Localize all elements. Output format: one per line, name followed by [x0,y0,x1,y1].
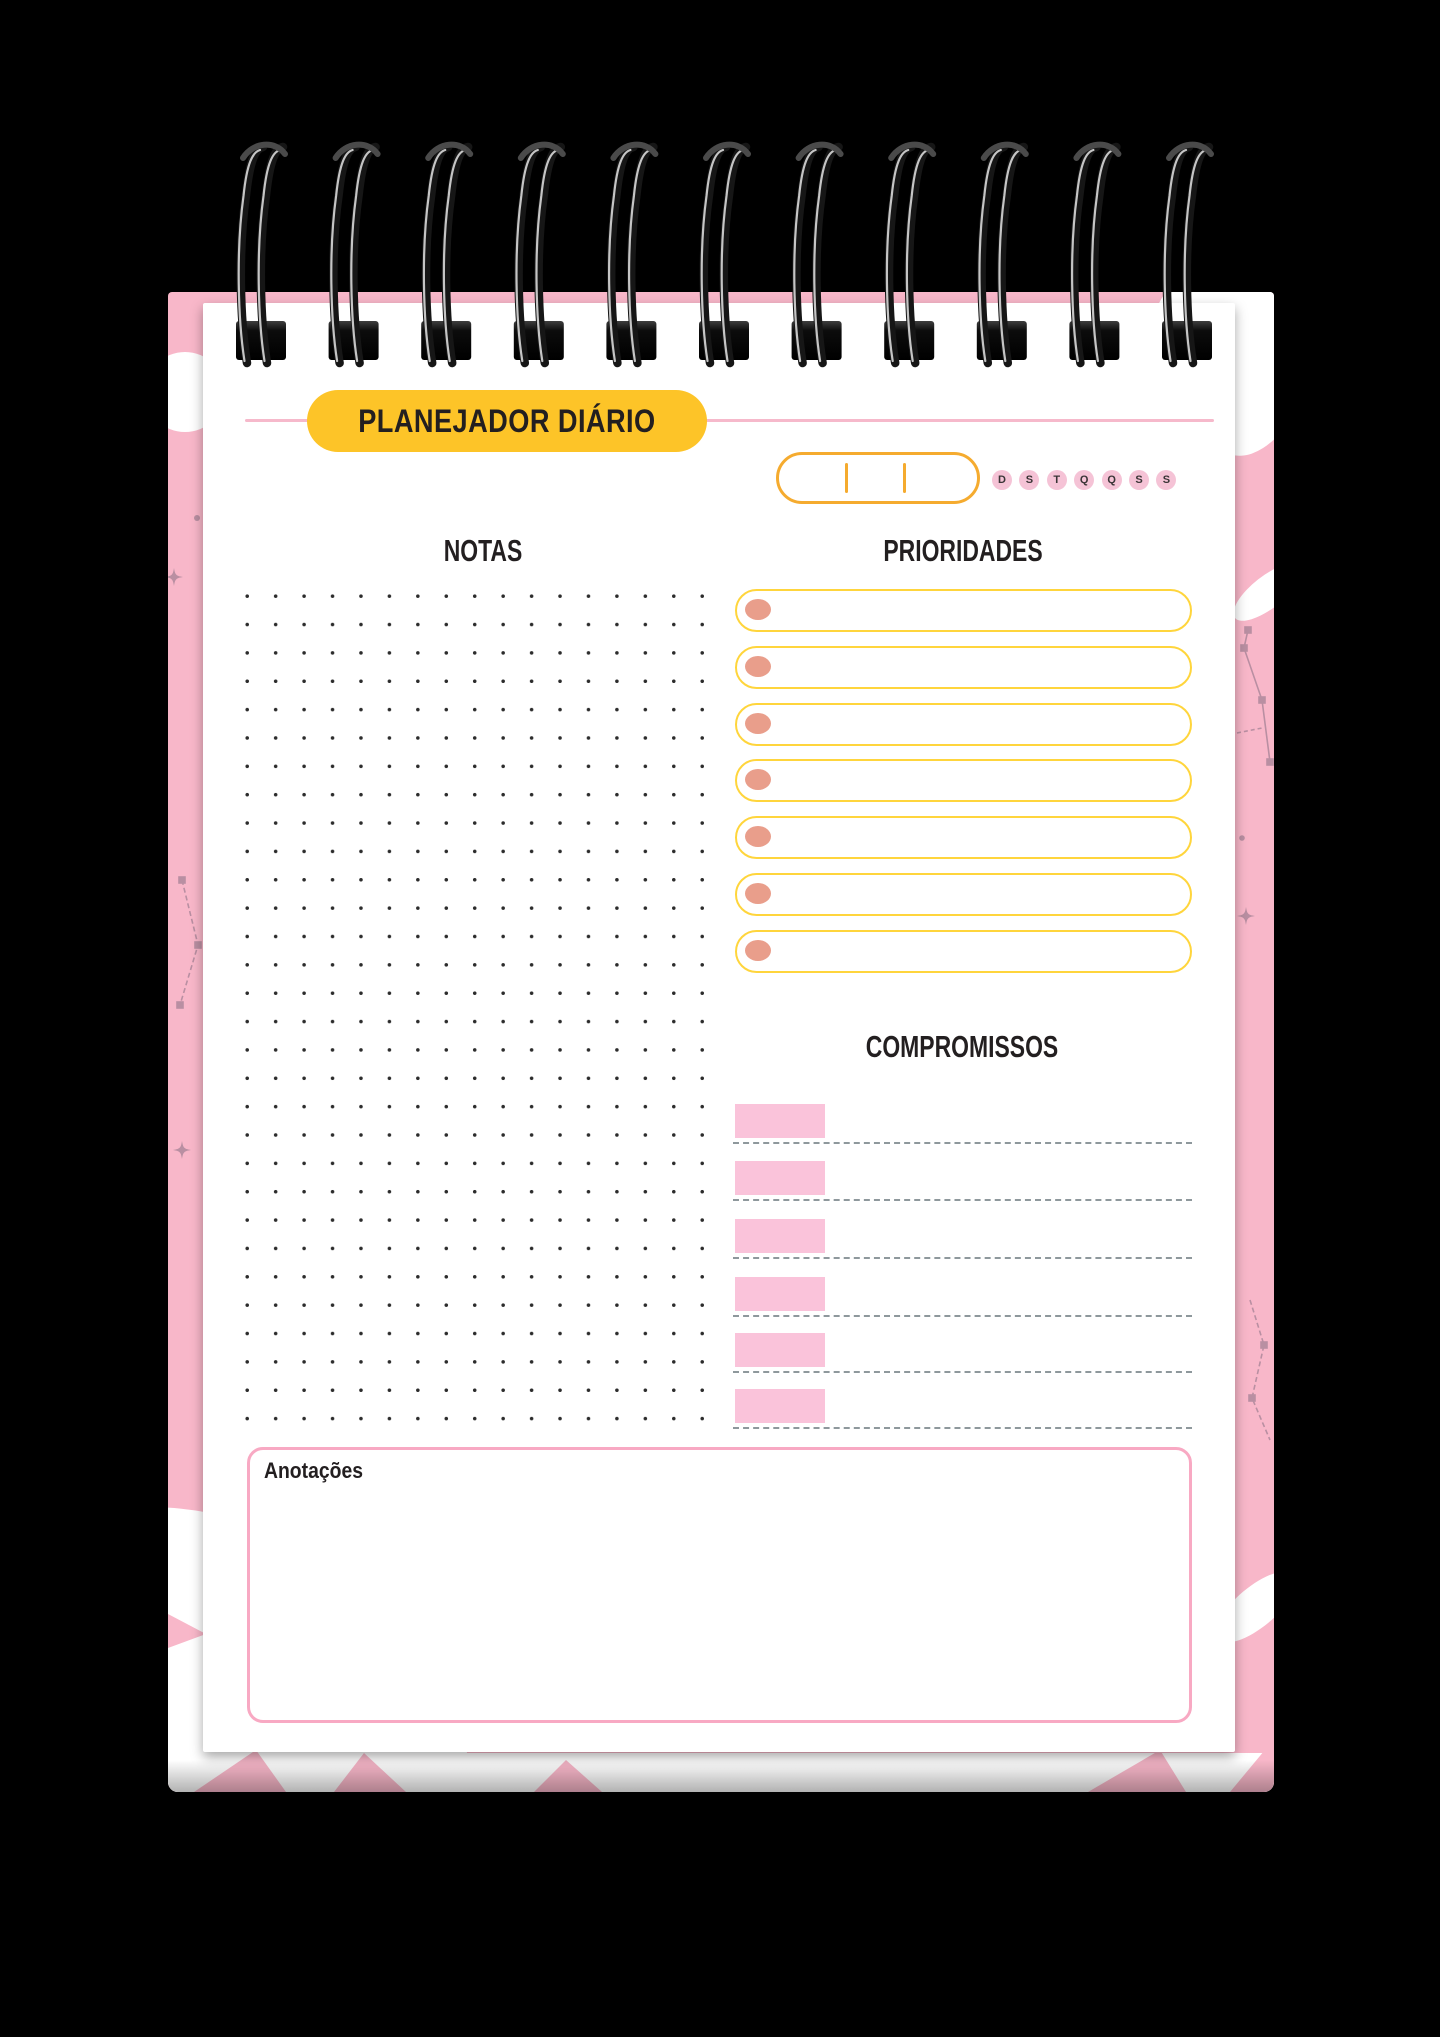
appointment-time-block-5[interactable] [735,1389,825,1423]
priority-bullet [745,656,771,677]
priority-bullet [745,599,771,620]
appointments-heading: COMPROMISSOS [865,1029,1059,1064]
appointment-write-line-2[interactable] [733,1257,1192,1259]
appointment-write-line-1[interactable] [733,1199,1192,1201]
priority-row-3[interactable] [735,759,1192,802]
priority-row-6[interactable] [735,930,1192,973]
priority-bullet [745,826,771,847]
weekday-circle-2[interactable]: T [1047,470,1067,490]
annotations-box[interactable] [247,1447,1192,1723]
appointment-time-block-2[interactable] [735,1219,825,1253]
priorities-heading: PRIORIDADES [883,533,1043,568]
appointment-write-line-5[interactable] [733,1427,1192,1429]
priority-bullet [745,883,771,904]
date-divider [845,463,848,493]
cover-top-edge [168,288,1274,293]
appointment-write-line-4[interactable] [733,1371,1192,1373]
priority-row-0[interactable] [735,589,1192,632]
priority-bullet [745,713,771,734]
weekday-circle-6[interactable]: S [1156,470,1176,490]
appointment-write-line-3[interactable] [733,1315,1192,1317]
date-divider [903,463,906,493]
date-field[interactable] [776,452,980,504]
weekday-circle-3[interactable]: Q [1074,470,1094,490]
notes-dot-grid[interactable] [233,582,717,1433]
priority-row-2[interactable] [735,703,1192,746]
weekday-circle-4[interactable]: Q [1102,470,1122,490]
planner-page [203,303,1235,1752]
appointment-time-block-4[interactable] [735,1333,825,1367]
appointment-time-block-3[interactable] [735,1277,825,1311]
appointment-time-block-1[interactable] [735,1161,825,1195]
priority-bullet [745,769,771,790]
notes-heading: NOTAS [443,533,523,568]
weekday-circle-5[interactable]: S [1129,470,1149,490]
priority-row-4[interactable] [735,816,1192,859]
appointment-write-line-0[interactable] [733,1142,1192,1144]
priority-row-5[interactable] [735,873,1192,916]
page-title-pill [307,390,707,452]
page-title: PLANEJADOR DIÁRIO [358,402,656,439]
priority-row-1[interactable] [735,646,1192,689]
weekday-circle-1[interactable]: S [1019,470,1039,490]
annotations-label: Anotações [264,1458,363,1483]
weekday-circle-0[interactable]: D [992,470,1012,490]
priority-bullet [745,940,771,961]
appointment-time-block-0[interactable] [735,1104,825,1138]
